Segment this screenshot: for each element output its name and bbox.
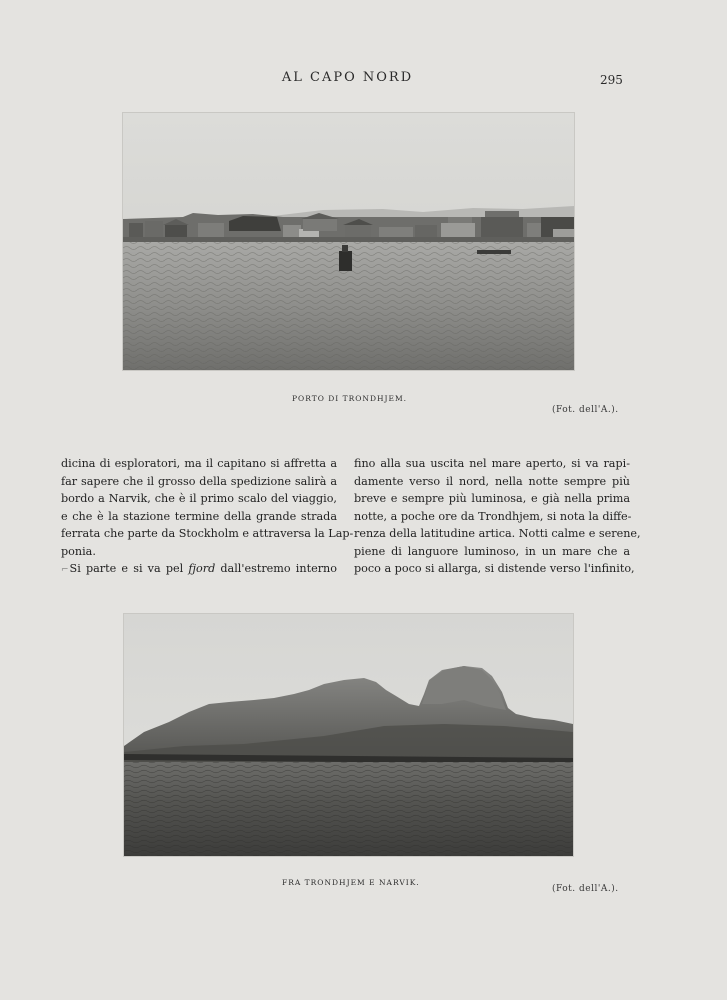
text-column-right	[354, 455, 641, 578]
text-line: notte, a poche ore da Trondhjem, si nota la diffe-	[354, 509, 632, 523]
text-column-left	[61, 455, 354, 580]
coastline-photo	[124, 614, 573, 856]
text-line: bordo a Narvik, che è il primo scalo del viaggio,	[61, 492, 337, 505]
harbour-photo	[123, 113, 574, 370]
photo-credit: (Fot. dell'A.).	[552, 884, 619, 894]
text-line: breve e sempre più luminosa, e già nella prima	[354, 492, 630, 505]
paragraph	[354, 455, 641, 578]
text-line: ferrata che parte da Stockholm e attraversa la Lap-	[61, 527, 354, 540]
coastline-photo-illustration	[124, 614, 573, 856]
text-line: ponia.	[61, 544, 96, 558]
text-line: poco a poco si allarga, si distende verso l'infinito,	[354, 562, 635, 575]
figure-caption: FRA TRONDHJEM E NARVIK.	[282, 878, 420, 887]
paragraph	[61, 455, 354, 560]
text-line: ⌐Si parte e si va pel fjord dall'estremo interno	[61, 562, 337, 575]
text-line: fino alla sua uscita nel mare aperto, si va rapi-	[354, 457, 630, 470]
paragraph	[61, 560, 337, 580]
running-title: AL CAPO NORD	[281, 70, 414, 85]
text-line: piene di languore luminoso, in un mare che a	[354, 544, 630, 558]
indent-mark-icon: ⌐	[61, 565, 69, 575]
text-line: far sapere che il grosso della spedizione salirà a	[61, 474, 337, 488]
figure-caption: PORTO DI TRONDHJEM.	[292, 394, 408, 403]
harbour-photo-illustration	[123, 113, 574, 370]
text-line: e che è la stazione termine della grande strada	[61, 509, 337, 523]
photo-credit: (Fot. dell'A.).	[552, 405, 619, 415]
text-line: renza della latitudine artica. Notti calme e serene,	[354, 527, 641, 540]
text-line: damente verso il nord, nella notte sempre più	[354, 474, 630, 488]
text-line: dicina di esploratori, ma il capitano si affretta a	[61, 457, 337, 470]
page-number: 295	[600, 73, 623, 87]
